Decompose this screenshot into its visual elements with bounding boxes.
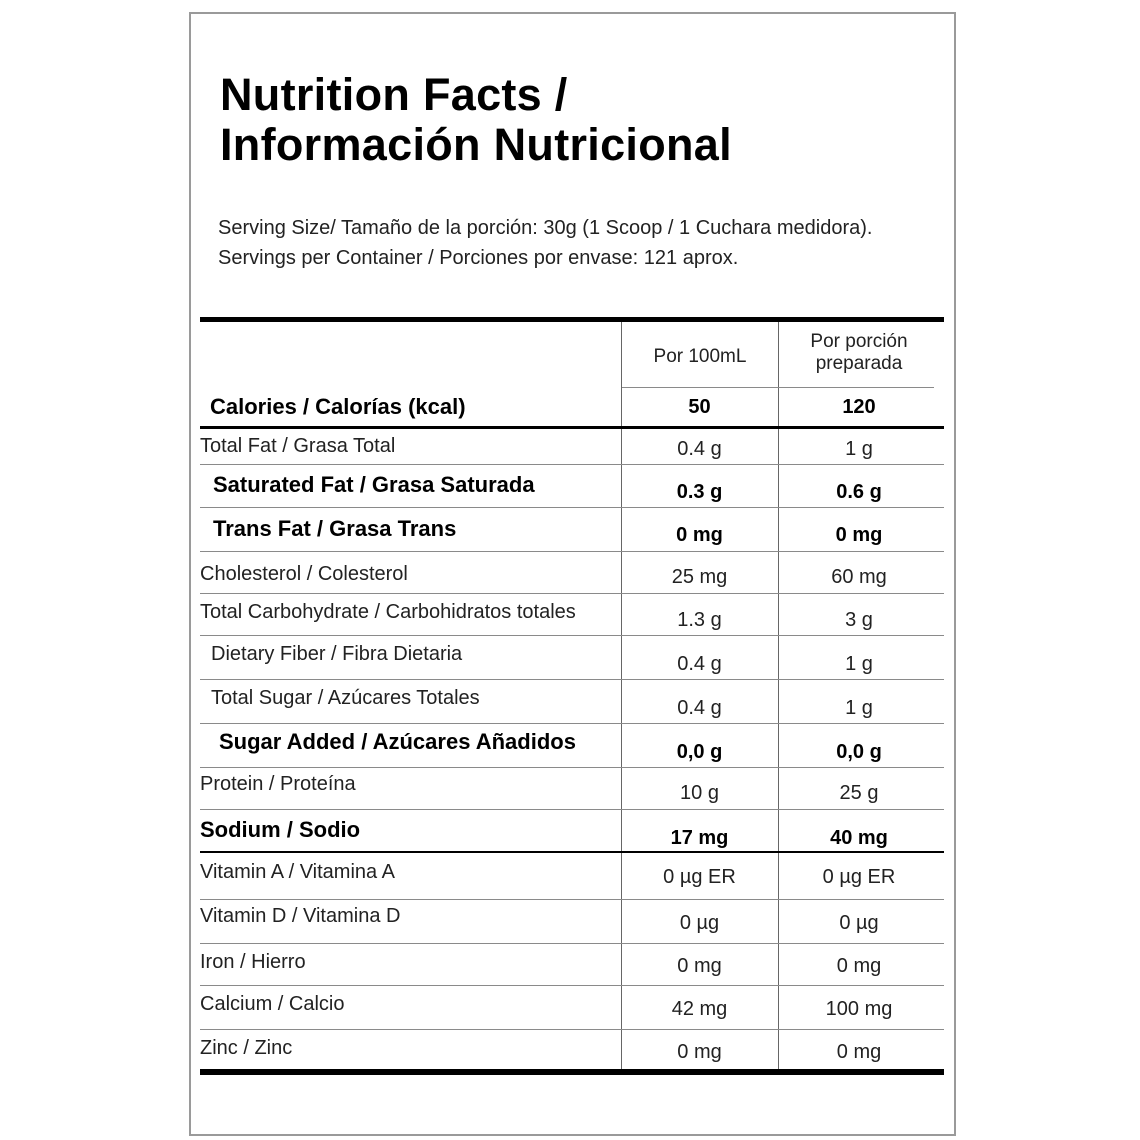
row-divider — [200, 899, 944, 900]
value-per-100ml: 0 µg — [679, 912, 720, 934]
value-per-serving: 1 g — [845, 438, 873, 460]
row-divider — [200, 943, 944, 944]
title-line-spanish: Información Nutricional — [220, 119, 732, 170]
value-per-100ml: 0 µg ER — [663, 866, 736, 888]
nutrient-name: Zinc / Zinc — [200, 1037, 293, 1059]
value-per-serving: 0 mg — [835, 524, 883, 546]
value-per-100ml: 0 mg — [677, 1041, 722, 1063]
value-per-100ml: 10 g — [680, 782, 719, 804]
nutrient-name: Dietary Fiber / Fibra Dietaria — [211, 643, 463, 665]
value-per-100ml: 42 mg — [671, 998, 728, 1020]
nutrient-name: Protein / Proteína — [200, 773, 356, 795]
table-row — [200, 990, 944, 1030]
value-per-100ml: 17 mg — [670, 827, 729, 849]
label-title — [220, 70, 732, 170]
row-divider — [200, 507, 944, 508]
nutrient-name: Sugar Added / Azúcares Añadidos — [219, 729, 576, 754]
table-row — [200, 468, 944, 508]
nutrient-name: Vitamin A / Vitamina A — [200, 861, 395, 883]
calories-label: Calories / Calorías (kcal) — [210, 394, 466, 419]
calories-per-serving: 120 — [842, 396, 876, 418]
value-per-serving: 60 mg — [831, 566, 887, 588]
value-per-100ml: 0.4 g — [677, 697, 722, 719]
nutrient-name: Sodium / Sodio — [200, 817, 361, 842]
bottom-rule — [200, 1069, 944, 1075]
table-row — [200, 728, 944, 768]
row-divider — [200, 723, 944, 724]
nutrient-name: Calcium / Calcio — [200, 993, 345, 1015]
value-per-serving: 0.6 g — [836, 481, 882, 503]
column-header-per-serving: Por porción preparada — [810, 331, 908, 374]
value-per-serving: 25 g — [839, 782, 879, 804]
value-per-serving: 0 mg — [836, 955, 882, 977]
value-per-100ml: 0,0 g — [676, 741, 723, 763]
nutrient-name: Total Carbohydrate / Carbohidratos totales — [200, 601, 576, 623]
row-divider — [200, 1029, 944, 1030]
nutrient-name: Total Fat / Grasa Total — [200, 435, 396, 457]
table-row — [200, 430, 944, 465]
row-divider — [200, 635, 944, 636]
header-underline — [622, 387, 934, 388]
row-divider — [200, 679, 944, 680]
nutrient-name: Iron / Hierro — [200, 951, 306, 973]
nutrient-name: Cholesterol / Colesterol — [200, 563, 408, 585]
title-line-english: Nutrition Facts / — [220, 69, 568, 120]
table-row — [200, 772, 944, 810]
value-per-serving: 0 µg — [839, 912, 879, 934]
table-row — [200, 814, 944, 854]
value-per-serving: 0 mg — [836, 1041, 882, 1063]
table-row — [200, 556, 944, 594]
calories-row — [200, 394, 944, 428]
value-per-100ml: 0.4 g — [677, 438, 722, 460]
nutrient-name: Total Sugar / Azúcares Totales — [211, 687, 480, 709]
calories-per-100ml: 50 — [688, 396, 711, 418]
table-row — [200, 598, 944, 636]
serving-size: Serving Size/ Tamaño de la porción: 30g (1 Scoop / 1 Cuchara medidora). — [218, 217, 873, 239]
table-row — [200, 684, 944, 724]
serving-info — [218, 213, 872, 273]
value-per-serving: 1 g — [845, 653, 873, 675]
value-per-100ml: 0 mg — [677, 955, 722, 977]
calories-rule — [200, 426, 944, 429]
column-header-per-100ml: Por 100mL — [653, 346, 747, 367]
table-row — [200, 1034, 944, 1068]
row-divider — [200, 593, 944, 594]
row-divider — [200, 985, 944, 986]
value-per-100ml: 0.3 g — [676, 481, 723, 503]
value-per-serving: 40 mg — [830, 827, 888, 849]
table-row — [200, 904, 944, 944]
value-per-100ml: 0.4 g — [677, 653, 722, 675]
value-per-serving: 0,0 g — [836, 741, 882, 763]
servings-per-container: Servings per Container / Porciones por envase: 121 aprox. — [218, 247, 739, 269]
row-divider — [200, 551, 944, 552]
row-divider — [200, 767, 944, 768]
value-per-serving: 100 mg — [825, 998, 893, 1020]
value-per-serving: 0 µg ER — [822, 866, 896, 888]
table-row — [200, 640, 944, 680]
nutrient-name: Vitamin D / Vitamina D — [200, 905, 401, 927]
table-row — [200, 948, 944, 986]
table-row — [200, 858, 944, 900]
value-per-100ml: 1.3 g — [677, 609, 722, 631]
table-row — [200, 512, 944, 552]
value-per-100ml: 0 mg — [676, 524, 723, 546]
sodium-rule — [200, 851, 944, 853]
nutrient-name: Saturated Fat / Grasa Saturada — [213, 472, 535, 497]
row-divider — [200, 809, 944, 810]
row-divider — [200, 464, 944, 465]
top-rule — [200, 317, 944, 322]
nutrient-name: Trans Fat / Grasa Trans — [213, 516, 457, 541]
value-per-serving: 3 g — [845, 609, 873, 631]
value-per-serving: 1 g — [845, 697, 873, 719]
value-per-100ml: 25 mg — [671, 566, 728, 588]
